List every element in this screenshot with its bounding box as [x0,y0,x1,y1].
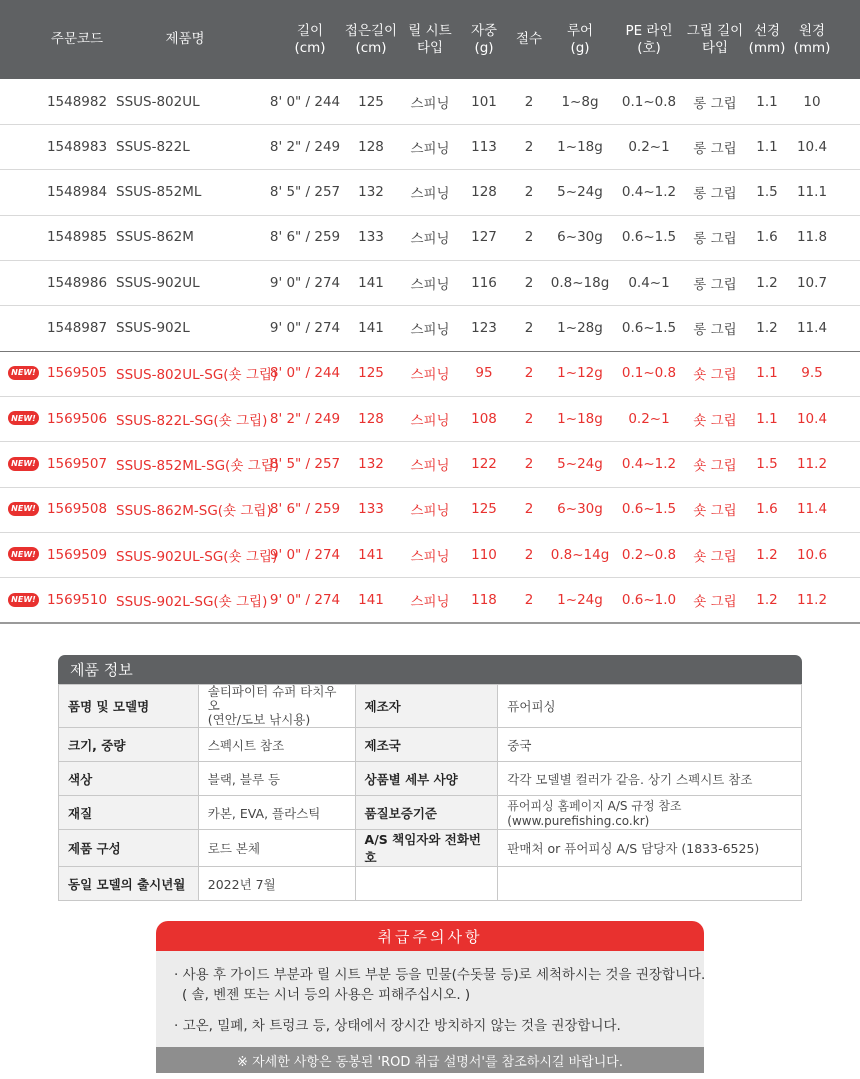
cell-butt-diameter: 9.5 [801,365,823,382]
cell-butt-diameter: 11.1 [796,184,828,201]
cell-pe-line: 0.2~1 [628,410,670,427]
cell-tip-diameter: 1.1 [756,365,778,382]
cell-tip-diameter: 1.6 [756,229,778,246]
header-product-name: 제품명 [165,31,205,47]
info-label-release-date: 동일 모델의 출시년월 [59,867,199,901]
caution-line-solvent: ( 솔, 벤젠 또는 시너 등의 사용은 피해주십시오. ) [182,987,471,1003]
cell-butt-diameter: 11.4 [796,501,828,518]
cell-reel-seat: 스피닝 [410,412,450,429]
header-pe-line: PE 라인 (호) [625,22,673,56]
info-empty-value [498,867,802,901]
cell-lure: 1~28g [557,320,603,337]
cell-product-name: SSUS-802UL-SG(숏 그립) [116,367,278,384]
cell-pieces: 2 [524,365,534,382]
cell-reel-seat: 스피닝 [410,231,450,248]
cell-pieces: 2 [524,410,534,427]
header-grip-type: 그립 길이 타입 [686,22,744,56]
info-label-material: 재질 [59,796,199,830]
cell-length: 8' 5" / 257 [269,456,341,473]
cell-length: 8' 6" / 259 [269,229,341,246]
cell-length: 9' 0" / 274 [269,546,341,563]
info-row [59,796,802,830]
info-label-country: 제조국 [355,728,498,762]
cell-order-code: 1548982 [46,93,108,110]
cell-length: 9' 0" / 274 [269,274,341,291]
info-row [59,728,802,762]
cell-tip-diameter: 1.6 [756,501,778,518]
header-butt-diameter: 원경 (mm) [793,22,831,56]
caution-footer-note: ※ 자세한 사항은 동봉된 'ROD 취급 설명서'를 참조하시길 바랍니다. [156,1047,704,1073]
cell-pe-line: 0.2~1 [628,138,670,155]
spec-row [0,487,860,533]
cell-grip-type: 숏 그립 [693,412,737,429]
info-value-size-weight: 스펙시트 참조 [198,728,355,762]
cell-tip-diameter: 1.2 [756,320,778,337]
info-value-material: 카본, EVA, 플라스틱 [198,796,355,830]
cell-pe-line: 0.6~1.5 [621,501,677,518]
new-badge: NEW! [8,593,39,607]
cell-pe-line: 0.1~0.8 [621,365,677,382]
cell-pe-line: 0.6~1.5 [621,229,677,246]
cell-folded-length: 125 [358,365,384,382]
cell-pieces: 2 [524,184,534,201]
cell-order-code: 1569506 [46,410,108,427]
cell-reel-seat: 스피닝 [410,95,450,112]
info-value-model-line2: (연안/도보 낚시용) [207,712,311,727]
cell-butt-diameter: 11.8 [796,229,828,246]
cell-folded-length: 132 [358,184,384,201]
cell-pe-line: 0.6~1.0 [621,592,677,609]
cell-butt-diameter: 11.4 [796,320,828,337]
cell-reel-seat: 스피닝 [410,503,450,520]
cell-butt-diameter: 10.4 [796,410,828,427]
cell-tip-diameter: 1.2 [756,546,778,563]
cell-grip-type: 롱 그립 [693,140,737,157]
info-label-detail-spec: 상품별 세부 사양 [355,762,498,796]
cell-order-code: 1548985 [46,229,108,246]
cell-lure: 0.8~18g [550,274,610,291]
cell-product-name: SSUS-862M-SG(숏 그립) [116,503,272,520]
cell-length: 8' 2" / 249 [269,410,341,427]
spec-row [0,124,860,170]
info-value-detail-spec: 각각 모델별 컬러가 같음. 상기 스펙시트 참조 [498,762,802,796]
cell-product-name: SSUS-852ML-SG(숏 그립) [116,458,280,475]
cell-product-name: SSUS-902UL-SG(숏 그립) [116,548,278,565]
cell-grip-type: 롱 그립 [693,322,737,339]
cell-length: 8' 6" / 259 [269,501,341,518]
cell-length: 9' 0" / 274 [269,320,341,337]
cell-pieces: 2 [524,93,534,110]
cell-butt-diameter: 11.2 [796,456,828,473]
cell-pieces: 2 [524,274,534,291]
cell-folded-length: 125 [358,93,384,110]
cell-lure: 1~18g [557,410,603,427]
cell-weight: 127 [471,229,497,246]
info-value-country: 중국 [498,728,802,762]
cell-lure: 6~30g [557,501,603,518]
cell-product-name: SSUS-822L [116,138,190,155]
cell-pe-line: 0.4~1.2 [621,184,677,201]
cell-weight: 128 [471,184,497,201]
spec-row [0,351,860,397]
cell-folded-length: 128 [358,410,384,427]
cell-product-name: SSUS-802UL [116,93,200,110]
info-row [59,685,802,728]
header-length: 길이 (cm) [294,22,326,56]
new-badge: NEW! [8,457,39,471]
cell-folded-length: 133 [358,229,384,246]
cell-reel-seat: 스피닝 [410,186,450,203]
spec-row [0,306,860,352]
info-value-as-contact: 판매처 or 퓨어피싱 A/S 담당자 (1833-6525) [498,830,802,867]
header-lure: 루어 (g) [566,22,594,56]
cell-reel-seat: 스피닝 [410,548,450,565]
spec-row [0,442,860,488]
info-value-model-line1: 솔티파이터 슈퍼 타치우오 [207,684,337,713]
cell-length: 8' 5" / 257 [269,184,341,201]
cell-butt-diameter: 10.4 [796,138,828,155]
cell-weight: 122 [471,456,497,473]
info-label-size-weight: 크기, 중량 [59,728,199,762]
cell-order-code: 1548986 [46,274,108,291]
cell-folded-length: 133 [358,501,384,518]
cell-product-name: SSUS-902L [116,320,190,337]
cell-reel-seat: 스피닝 [410,322,450,339]
cell-pe-line: 0.4~1 [628,274,670,291]
caution-line-wash: · 사용 후 가이드 부분과 릴 시트 부분 등을 민물(수돗물 등)로 세척하시는 것을 권장합니다. [174,967,706,983]
info-empty-label [355,867,498,901]
cell-length: 8' 0" / 244 [269,93,341,110]
cell-tip-diameter: 1.5 [756,184,778,201]
info-row [59,830,802,867]
caution-title: 취급주의사항 [156,921,704,951]
info-value-manufacturer: 퓨어피싱 [498,685,802,728]
cell-grip-type: 롱 그립 [693,186,737,203]
spec-row [0,215,860,261]
header-folded-length: 접은길이 (cm) [344,22,398,56]
cell-lure: 1~24g [557,592,603,609]
cell-folded-length: 128 [358,138,384,155]
cell-grip-type: 숏 그립 [693,594,737,611]
cell-weight: 108 [471,410,497,427]
cell-folded-length: 141 [358,592,384,609]
cell-reel-seat: 스피닝 [410,276,450,293]
cell-grip-type: 롱 그립 [693,95,737,112]
cell-pe-line: 0.4~1.2 [621,456,677,473]
cell-pieces: 2 [524,320,534,337]
cell-lure: 6~30g [557,229,603,246]
cell-order-code: 1548984 [46,184,108,201]
cell-pe-line: 0.2~0.8 [621,546,677,563]
cell-product-name: SSUS-822L-SG(숏 그립) [116,412,268,429]
caution-body [156,951,704,1047]
cell-weight: 118 [471,592,497,609]
spec-row [0,260,860,306]
cell-folded-length: 141 [358,274,384,291]
cell-product-name: SSUS-862M [116,229,194,246]
cell-butt-diameter: 11.2 [796,592,828,609]
info-label-as-contact: A/S 책임자와 전화번호 [355,830,498,867]
cell-grip-type: 숏 그립 [693,367,737,384]
cell-length: 8' 0" / 244 [269,365,341,382]
cell-folded-length: 132 [358,456,384,473]
cell-weight: 113 [471,138,497,155]
new-badge: NEW! [8,366,39,380]
cell-weight: 110 [471,546,497,563]
info-value-color: 블랙, 블루 등 [198,762,355,796]
header-pieces: 절수 [515,31,543,47]
cell-lure: 1~18g [557,138,603,155]
cell-order-code: 1548983 [46,138,108,155]
cell-order-code: 1569505 [46,365,108,382]
cell-tip-diameter: 1.5 [756,456,778,473]
header-tip-diameter: 선경 (mm) [748,22,786,56]
cell-grip-type: 롱 그립 [693,231,737,248]
cell-product-name: SSUS-852ML [116,184,202,201]
info-label-color: 색상 [59,762,199,796]
cell-lure: 0.8~14g [550,546,610,563]
cell-pieces: 2 [524,592,534,609]
cell-pe-line: 0.1~0.8 [621,93,677,110]
cell-order-code: 1548987 [46,320,108,337]
cell-pieces: 2 [524,546,534,563]
cell-tip-diameter: 1.2 [756,592,778,609]
info-value-components: 로드 본체 [198,830,355,867]
cell-tip-diameter: 1.1 [756,138,778,155]
cell-weight: 101 [471,93,497,110]
cell-order-code: 1569509 [46,546,108,563]
cell-weight: 95 [475,365,493,382]
cell-folded-length: 141 [358,546,384,563]
cell-grip-type: 숏 그립 [693,548,737,565]
cell-grip-type: 롱 그립 [693,276,737,293]
cell-reel-seat: 스피닝 [410,594,450,611]
cell-pieces: 2 [524,229,534,246]
info-value-release-date: 2022년 7월 [198,867,355,901]
info-label-model: 품명 및 모델명 [59,685,199,728]
cell-order-code: 1569508 [46,501,108,518]
spec-row [0,396,860,442]
info-label-warranty: 품질보증기준 [355,796,498,830]
info-row [59,867,802,901]
cell-lure: 1~8g [561,93,599,110]
spec-row [0,532,860,578]
cell-length: 8' 2" / 249 [269,138,341,155]
cell-lure: 5~24g [557,456,603,473]
product-info-table [58,684,802,901]
cell-grip-type: 숏 그립 [693,458,737,475]
caution-line-storage: · 고온, 밀폐, 차 트렁크 등, 상태에서 장시간 방치하지 않는 것을 권장합니다. [174,1018,621,1034]
new-badge: NEW! [8,502,39,516]
cell-lure: 5~24g [557,184,603,201]
cell-tip-diameter: 1.1 [756,410,778,427]
cell-order-code: 1569510 [46,592,108,609]
product-info-title: 제품 정보 [58,655,802,684]
info-value-model [198,685,355,728]
cell-grip-type: 숏 그립 [693,503,737,520]
cell-pieces: 2 [524,138,534,155]
cell-butt-diameter: 10.6 [796,546,828,563]
spec-table-header [0,0,860,79]
cell-reel-seat: 스피닝 [410,140,450,157]
spec-row [0,79,860,125]
cell-lure: 1~12g [557,365,603,382]
new-badge: NEW! [8,547,39,561]
cell-reel-seat: 스피닝 [410,458,450,475]
spec-row [0,170,860,216]
cell-butt-diameter: 10 [803,93,821,110]
cell-weight: 125 [471,501,497,518]
info-row [59,762,802,796]
spec-table-bottom-border [0,622,860,624]
cell-tip-diameter: 1.1 [756,93,778,110]
cell-butt-diameter: 10.7 [796,274,828,291]
cell-pieces: 2 [524,456,534,473]
cell-tip-diameter: 1.2 [756,274,778,291]
spec-row [0,578,860,624]
header-reel-seat: 릴 시트 타입 [408,22,452,56]
cell-pieces: 2 [524,501,534,518]
cell-product-name: SSUS-902UL [116,274,200,291]
header-order-code: 주문코드 [50,31,104,47]
cell-pe-line: 0.6~1.5 [621,320,677,337]
cell-reel-seat: 스피닝 [410,367,450,384]
info-value-warranty: 퓨어피싱 홈페이지 A/S 규정 참조 (www.purefishing.co.kr) [498,796,802,830]
cell-weight: 123 [471,320,497,337]
cell-order-code: 1569507 [46,456,108,473]
new-badge: NEW! [8,411,39,425]
info-label-manufacturer: 제조자 [355,685,498,728]
header-weight: 자중 (g) [470,22,498,56]
cell-folded-length: 141 [358,320,384,337]
cell-product-name: SSUS-902L-SG(숏 그립) [116,594,268,611]
cell-weight: 116 [471,274,497,291]
info-label-components: 제품 구성 [59,830,199,867]
cell-length: 9' 0" / 274 [269,592,341,609]
